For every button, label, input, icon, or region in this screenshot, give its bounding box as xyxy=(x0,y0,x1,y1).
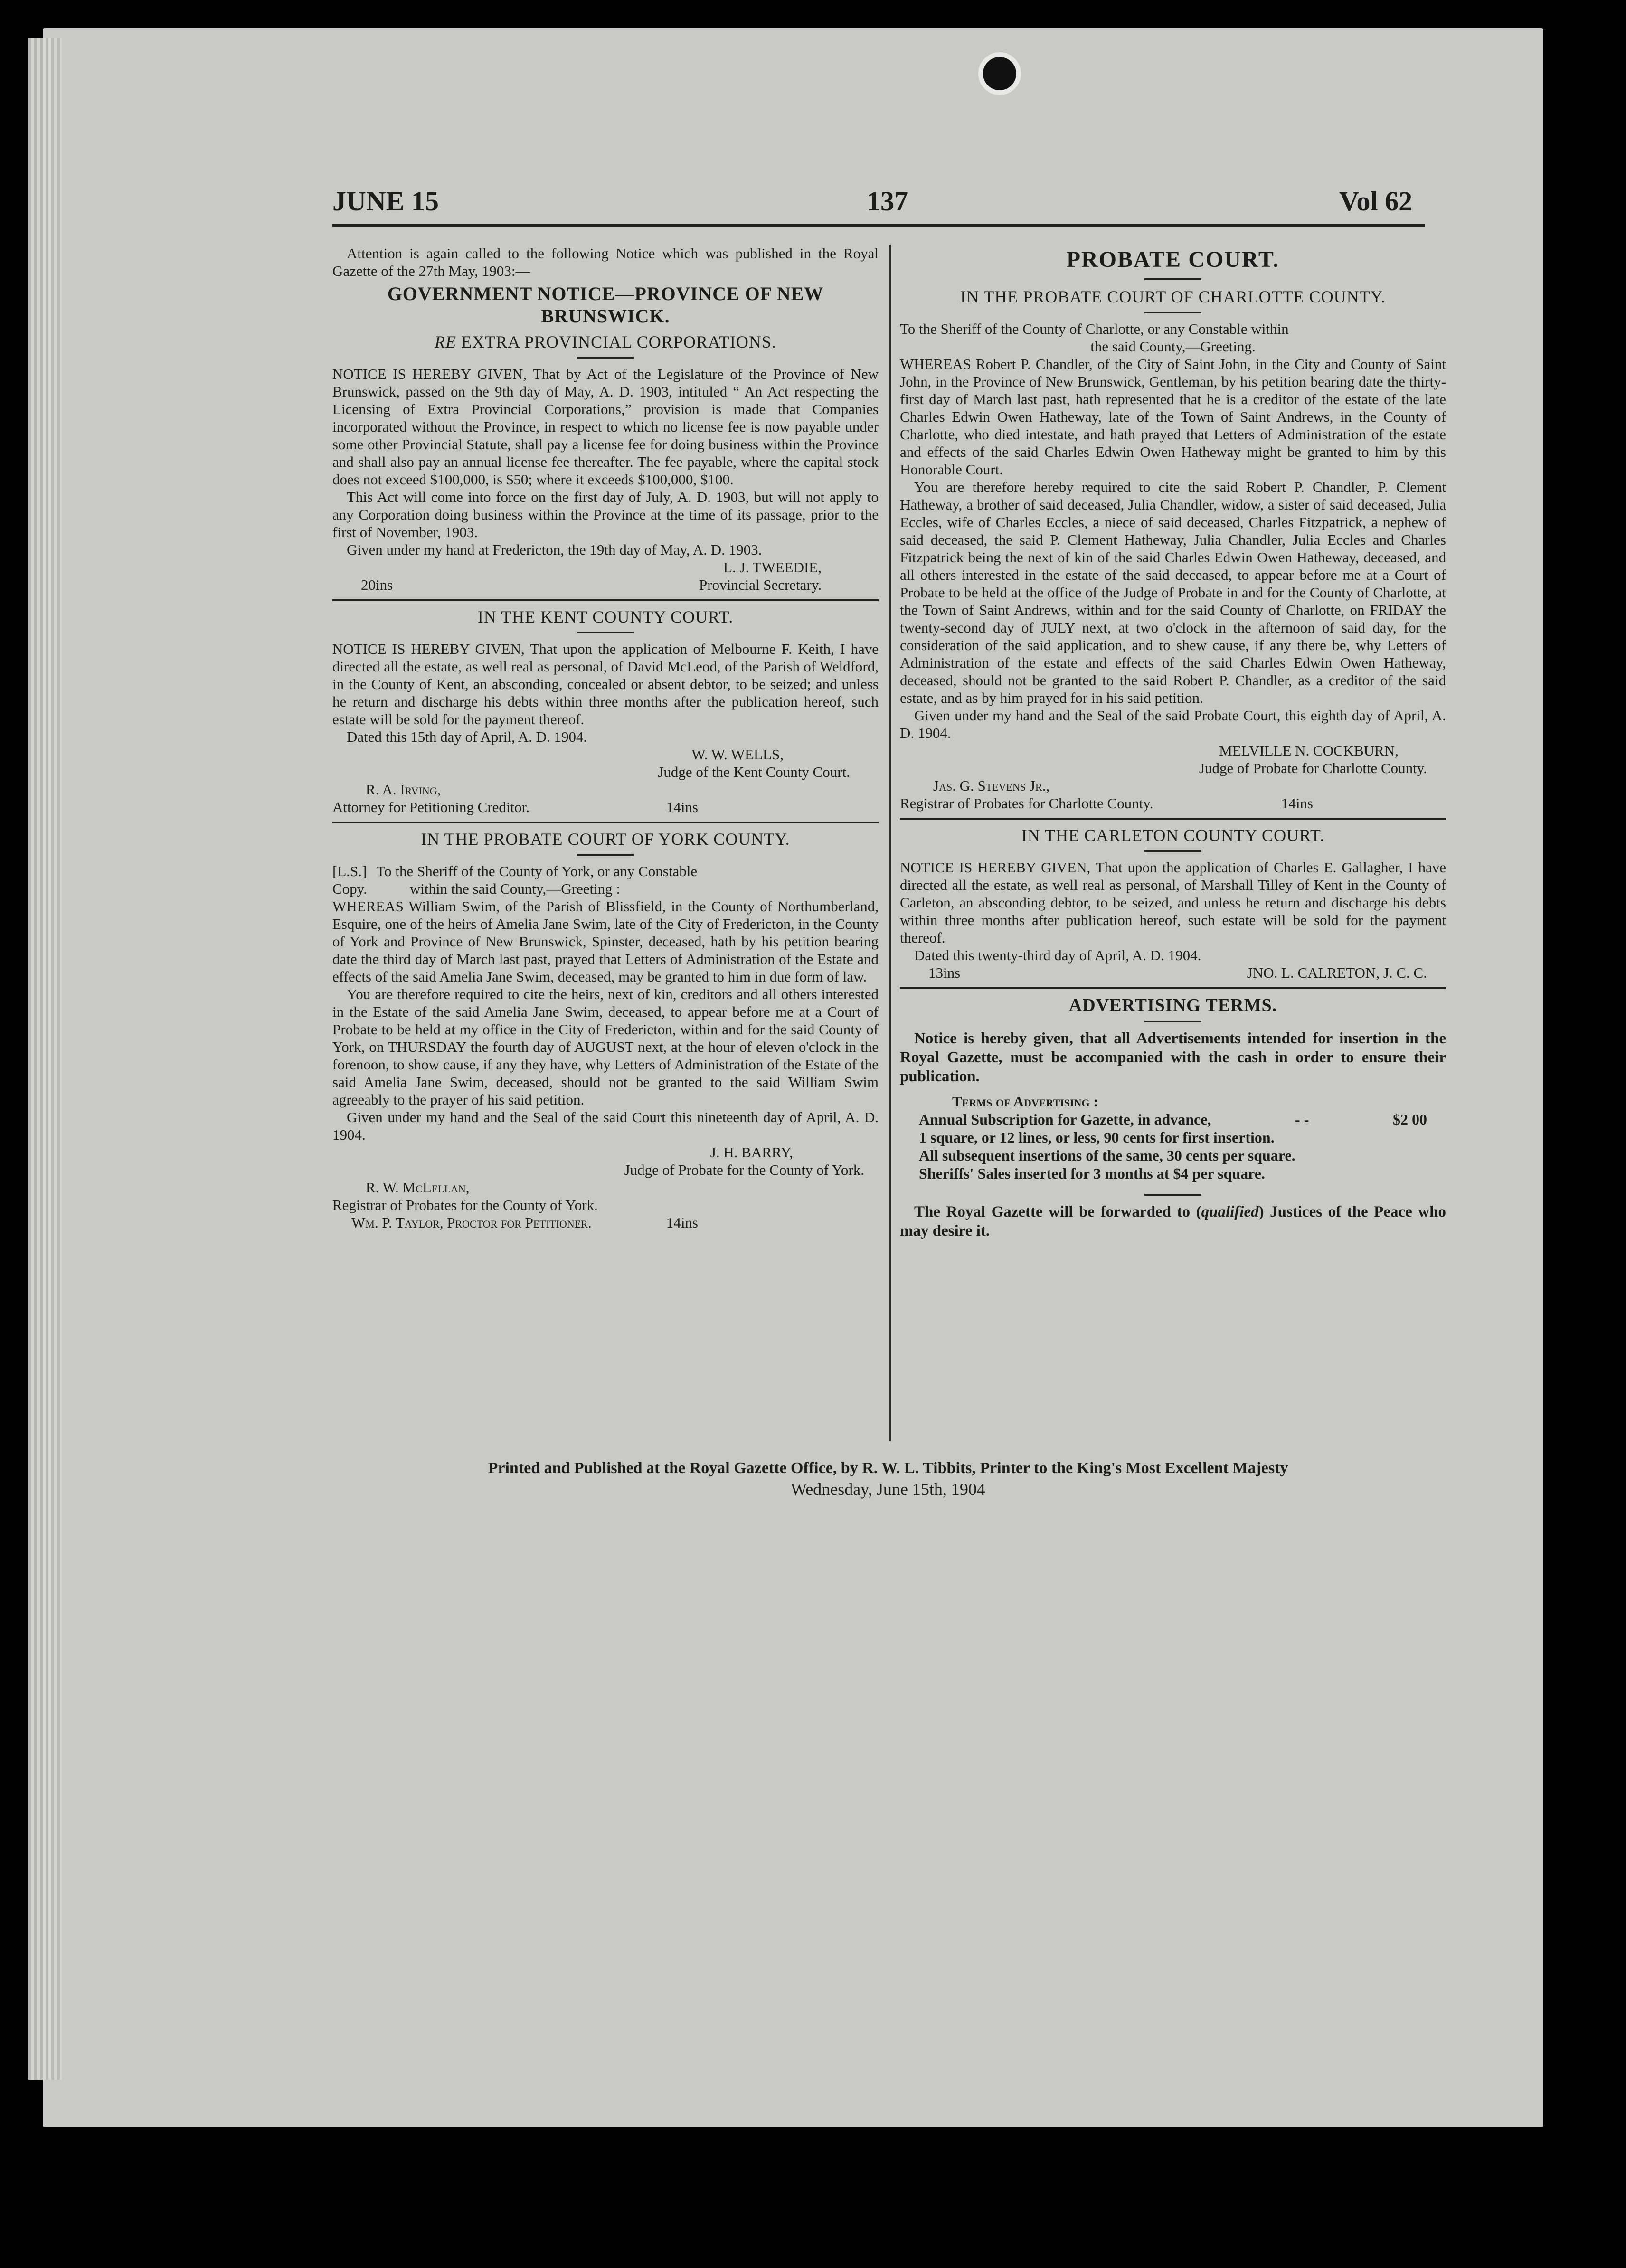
york-probate-paragraph: You are therefore required to cite the heirs, next of kin, creditors and all others interested in the Estate of the said Amelia Jane Swim, deceased, to appear before me at a Court of Probate to be held at my office in the City of Fredericton, within and for the said County of York, on THURSDAY the fourth day of AUGUST next, at the hour of eleven o'clock in the forenoon, to show cause, if any they have, why Letters of Administration of the Estate of the said Amelia Jane Swim, deceased, should not be granted to the said William Swim agreeably to the prayer of his said petition. xyxy=(332,986,879,1108)
york-probate-signer: J. H. BARRY, xyxy=(710,1144,793,1161)
gov-notice-paragraph: This Act will come into force on the first day of July, A. D. 1903, but will not apply to any Corporation doing business within the Province at the time of its passage, prior to the first of November, 1903. xyxy=(332,489,879,540)
charlotte-registrar-title: Registrar of Probates for Charlotte County. xyxy=(900,795,1153,812)
gazette-note-suffix: ) Justices of the Peace who may desire it. xyxy=(900,1203,1446,1239)
kent-court-paragraph: NOTICE IS HEREBY GIVEN, That upon the application of Melbourne F. Keith, I have directed all the estate, as well real as personal, of David McLeod, of the Parish of Weldford, in the County of Kent, an absconding, concealed or absent debtor, to be seized; and unless he return and discharge his debts within three months after the publication hereof, such estate will be sold for the payment thereof. xyxy=(332,641,879,728)
page-stack-edge xyxy=(28,38,62,2080)
kent-court-dated: Dated this 15th day of April, A. D. 1904. xyxy=(347,728,587,745)
charlotte-address: the said County,—Greeting. xyxy=(1090,338,1256,355)
york-probate-paragraph: WHEREAS William Swim, of the Parish of Blissfield, in the County of Northumberland, Esquire, one of the heirs of Amelia Jane Swim, late of the City of Fredericton, in the County of York and Province of New Brunswick, Spinster, deceased, hath by his petition bearing date the third day of March last past, prayed that Letters of Administration of the Estate and effects of the said Amelia Jane Swim, deceased, may be granted to him in due form of law. xyxy=(332,898,879,985)
gov-notice-title: GOVERNMENT NOTICE—PROVINCE OF NEW BRUNSWICK. xyxy=(387,283,824,327)
charlotte-registrar-line xyxy=(900,794,1446,812)
charlotte-insertions: 14ins xyxy=(1281,795,1313,812)
probate-court-title: PROBATE COURT. xyxy=(1066,247,1280,272)
york-proctor: Wm. P. Taylor, Proctor for Petitioner. xyxy=(351,1214,592,1231)
charlotte-paragraph: Given under my hand and the Seal of the said Probate Court, this eighth day of April, A. D. 1904. xyxy=(900,707,1446,741)
header-volume: Vol 62 xyxy=(1339,186,1413,217)
charlotte-probate-title: IN THE PROBATE COURT OF CHARLOTTE COUNTY. xyxy=(960,287,1386,306)
carleton-court-title: IN THE CARLETON COUNTY COURT. xyxy=(1021,826,1325,845)
kent-court-attorney: R. A. Irving, xyxy=(366,781,441,798)
york-probate-paragraph: Given under my hand and the Seal of the said Court this nineteenth day of April, A. D. 1904. xyxy=(332,1109,879,1143)
gov-notice-footer xyxy=(332,576,879,594)
carleton-court-paragraph: NOTICE IS HEREBY GIVEN, That upon the application of Charles E. Gallagher, I have directed all the estate, as well real as personal, of Marshall Tilley of Kent in the County of Carleton, an absconding debtor, to be seized, and unless he return and discharge his debts within three months after publication hereof, such estate will be sold for the payment thereof. xyxy=(900,859,1446,946)
section-rule xyxy=(1144,278,1201,280)
york-seal-mark: [L.S.] xyxy=(332,863,367,879)
york-address-text: within the said County,—Greeting : xyxy=(409,880,621,897)
york-copy-mark: Copy. xyxy=(332,880,367,897)
york-registrar-title: Registrar of Probates for the County of York. xyxy=(332,1197,598,1213)
advertising-notice: Notice is hereby given, that all Advertisements intended for insertion in the Royal Gazette, must be accompanied with the cash in order to ensure their publication. xyxy=(900,1030,1446,1085)
section-rule xyxy=(577,357,634,359)
kent-court-attorney-title: Attorney for Petitioning Creditor. xyxy=(332,799,530,815)
terms-subscription-dash: - - xyxy=(1295,1111,1309,1128)
header-page-number: 137 xyxy=(867,186,908,217)
running-head xyxy=(332,185,1425,223)
kent-court-title: IN THE KENT COUNTY COURT. xyxy=(477,607,734,626)
column-divider xyxy=(889,245,891,1441)
carleton-signer: JNO. L. CALRETON, J. C. C. xyxy=(1247,964,1427,981)
imprint-date: Wednesday, June 15th, 1904 xyxy=(791,1480,985,1499)
section-rule xyxy=(900,818,1446,820)
york-registrar: R. W. McLellan, xyxy=(366,1179,470,1196)
printer-line: Printed and Published at the Royal Gazette Office, by R. W. L. Tibbits, Printer to the King's Most Excellent Majesty xyxy=(488,1459,1288,1477)
kent-court-signer: W. W. WELLS, xyxy=(691,746,784,763)
left-column xyxy=(332,245,879,1231)
section-rule xyxy=(900,987,1446,989)
header-date: JUNE 15 xyxy=(332,186,439,217)
terms-subscription-price: $2 00 xyxy=(1392,1111,1427,1128)
carleton-court-dated: Dated this twenty-third day of April, A. D. 1904. xyxy=(914,947,1201,964)
section-rule xyxy=(577,854,634,856)
gov-notice-paragraph: Given under my hand at Fredericton, the 19th day of May, A. D. 1903. xyxy=(347,541,762,558)
gov-notice-subtitle xyxy=(332,332,879,352)
section-rule xyxy=(1144,850,1201,852)
gov-notice-insertions: 20ins xyxy=(361,576,393,593)
section-rule xyxy=(577,632,634,633)
charlotte-signer-title: Judge of Probate for Charlotte County. xyxy=(1199,760,1427,776)
terms-heading: Terms of Advertising : xyxy=(952,1093,1098,1110)
gov-notice-signer: L. J. TWEEDIE, xyxy=(723,559,822,576)
york-proctor-line xyxy=(332,1214,879,1231)
gov-notice-paragraph: NOTICE IS HEREBY GIVEN, That by Act of the Legislature of the Province of New Brunswick, passed on the 9th day of May, A. D. 1903, intituled “ An Act respecting the Licensing of Extra Provincial Corporations,” provision is made that Companies incorporated without the Province, in respect to which no license fee is now payable under some other Provincial Statute, shall pay a license fee for doing business within the Province and shall also pay an annual license fee thereafter. The fee payable, where the capital stock does not exceed $100,000, is $50; where it exceeds $100,000, $100. xyxy=(332,366,879,488)
gazette-note-prefix: The Royal Gazette will be forwarded to ( xyxy=(914,1203,1201,1220)
gov-notice-intro: Attention is again called to the following Notice which was published in the Royal Gazette of the 27th May, 1903:— xyxy=(332,245,879,279)
section-rule xyxy=(1144,1194,1201,1196)
kent-court-insertions: 14ins xyxy=(666,799,698,815)
york-address-line xyxy=(332,880,879,898)
charlotte-paragraph: You are therefore hereby required to cite the said Robert P. Chandler, P. Clement Hatheway, a brother of said deceased, Julia Chandler, widow, a sister of said deceased, Julia Eccles, wife of Charles Eccles, a niece of said deceased, Charles Fitzpatrick, a nephew of said deceased, the said P. Clement Hatheway, Julia Chandler, Julia Eccles and Charles Fitzpatrick being the next of kin of the said Charles Edwin Owen Hatheway, deceased, and all others interested in the estate of the said deceased, to appear before me at a Court of Probate to be held at the office of the Judge of Probate in and for the County of Charlotte, at the Town of Saint Andrews, within and for the said County of Charlotte, on FRIDAY the twenty-second day of JULY next, at two o'clock in the afternoon of said day, for the consideration of the said application, and to shew cause, if any there be, why Letters of Administration of the estate and effects of the said Charles Edwin Owen Hatheway, deceased, should not be granted to the said Robert P. Chandler, as a creditor of the said estate, and as by him prayed for in his said petition. xyxy=(900,479,1446,706)
gazette-note-qualified: qualified xyxy=(1201,1203,1259,1220)
terms-subscription: Annual Subscription for Gazette, in advance, xyxy=(919,1111,1211,1128)
header-rule xyxy=(332,224,1425,227)
section-rule xyxy=(332,599,879,601)
kent-court-attorney-line xyxy=(332,798,879,816)
york-address-line xyxy=(332,862,879,880)
york-address-text: To the Sheriff of the County of York, or any Constable xyxy=(376,863,698,879)
advertising-terms-title: ADVERTISING TERMS. xyxy=(1068,995,1277,1015)
section-rule xyxy=(332,822,879,823)
gov-notice-re: RE xyxy=(435,332,457,351)
terms-subscription-line xyxy=(900,1110,1446,1128)
charlotte-paragraph: WHEREAS Robert P. Chandler, of the City of Saint John, in the City and County of Saint John, in the Province of New Brunswick, Gentleman, by his petition bearing date the thirty-first day of March last past, hath represented that he is a creditor of the estate of the late Charles Edwin Owen Hatheway, late of the Town of Saint Andrews, in the County of Charlotte, who died intestate, and hath prayed that Letters of Administration of the estate and effects of the said Charles Edwin Owen Hatheway might be granted to him by this Honorable Court. xyxy=(900,356,1446,478)
charlotte-registrar: Jas. G. Stevens Jr., xyxy=(933,777,1050,794)
kent-court-signer-title: Judge of the Kent County Court. xyxy=(658,764,850,780)
terms-line: All subsequent insertions of the same, 30 cents per square. xyxy=(919,1147,1295,1164)
york-probate-title: IN THE PROBATE COURT OF YORK COUNTY. xyxy=(421,830,790,849)
gazette-distribution-note xyxy=(900,1202,1446,1240)
charlotte-address: To the Sheriff of the County of Charlotte, or any Constable within xyxy=(900,321,1289,337)
gov-notice-subtitle-text: EXTRA PROVINCIAL CORPORATIONS. xyxy=(461,332,776,351)
gov-notice-signer-title: Provincial Secretary. xyxy=(699,576,822,593)
york-probate-signer-title: Judge of Probate for the County of York. xyxy=(624,1162,864,1178)
imprint-footer xyxy=(342,1458,1434,1500)
york-insertions: 14ins xyxy=(666,1214,698,1231)
terms-line: Sheriffs' Sales inserted for 3 months at $4 per square. xyxy=(919,1165,1265,1182)
right-column xyxy=(900,245,1446,1240)
section-rule xyxy=(1144,1021,1201,1022)
terms-line: 1 square, or 12 lines, or less, 90 cents for first insertion. xyxy=(919,1129,1275,1146)
carleton-court-footer xyxy=(900,964,1446,982)
carleton-insertions: 13ins xyxy=(928,964,961,981)
binding-hole xyxy=(978,52,1021,95)
section-rule xyxy=(1144,312,1201,313)
charlotte-signer: MELVILLE N. COCKBURN, xyxy=(1219,742,1399,759)
